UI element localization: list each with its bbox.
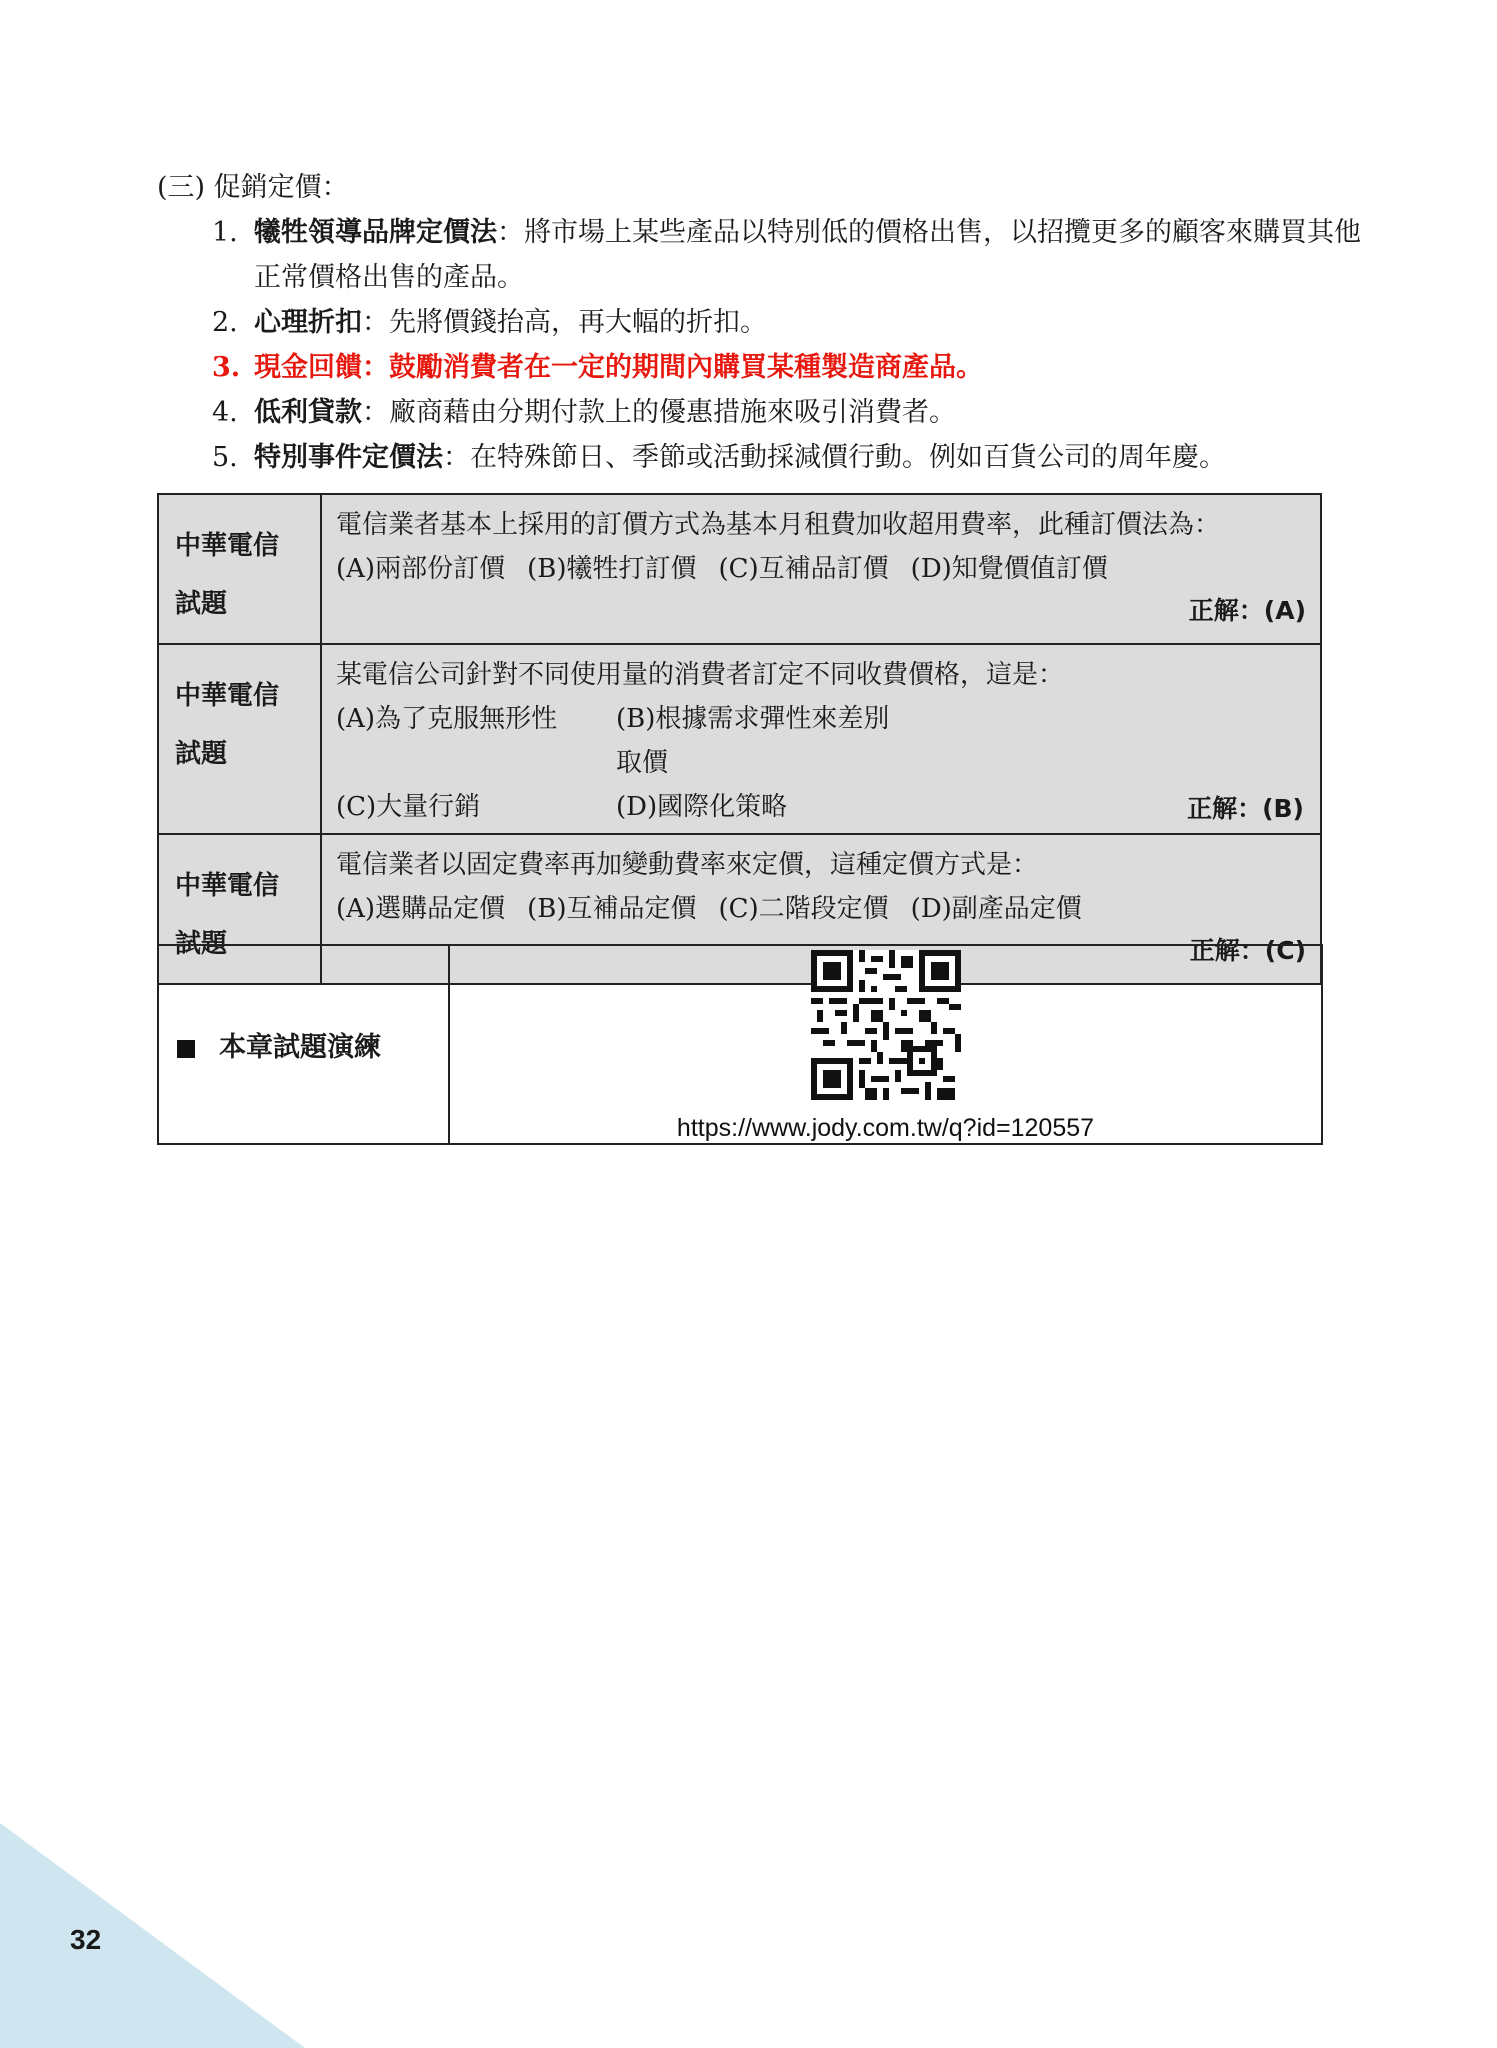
table-row [158, 945, 1322, 1144]
item-text: ：先將價錢抬高，再大幅的折扣。 [362, 307, 767, 338]
list-item [212, 300, 1362, 345]
item-text: ：鼓勵消費者在一定的期間內購買某種製造商產品。 [362, 352, 983, 383]
question-stem: 電信業者以固定費率再加變動費率來定價，這種定價方式是： [336, 850, 1039, 880]
question-cell [321, 494, 1321, 644]
item-text: ：廠商藉由分期付款上的優惠措施來吸引消費者。 [362, 397, 956, 428]
item-text: ：將市場上某些產品以特別低的價格出售，以招攬更多的顧客來購買其他正常價格出售的產品。 [254, 217, 1361, 293]
item-number: 3. [212, 352, 241, 383]
practice-label: 本章試題演練 [219, 1032, 381, 1063]
option: (C)互補品訂價 [718, 554, 889, 584]
list-item [212, 210, 1362, 300]
list-item [212, 435, 1362, 480]
square-bullet-icon [177, 1040, 195, 1058]
question-source-tag [158, 644, 321, 834]
answer-label: 正解：(B) [1187, 794, 1304, 823]
promo-pricing-list [212, 210, 1362, 480]
practice-url-link[interactable]: https://www.jody.com.tw/q?id=120557 [676, 1114, 1095, 1142]
tag-line: 中華電信 [175, 531, 280, 561]
option: (B)根據需求彈性來差別取價 [616, 704, 890, 778]
option: (D)副產品定價 [910, 894, 1082, 924]
item-term: 特別事件定價法 [254, 442, 443, 473]
item-term: 心理折扣 [254, 307, 362, 338]
item-number: 4. [212, 397, 238, 428]
answer-label: 正解：(C) [1189, 936, 1306, 965]
item-number: 2. [212, 307, 238, 338]
option: (D)知覺價值訂價 [910, 554, 1108, 584]
page-number: 32 [70, 1924, 102, 1955]
option: (B)互補品定價 [527, 894, 697, 924]
item-number: 5. [212, 442, 238, 473]
question-cell [321, 644, 1321, 834]
question-source-tag [158, 494, 321, 644]
option: (B)犧牲打訂價 [527, 554, 697, 584]
question-options [336, 547, 1306, 591]
question-options [336, 697, 1306, 829]
exam-questions-table [157, 493, 1322, 985]
item-term: 低利貸款 [254, 397, 362, 428]
option: (C)二階段定價 [718, 894, 889, 924]
tag-line: 試題 [175, 739, 228, 769]
item-term: 犧牲領導品牌定價法 [254, 217, 497, 248]
question-options [336, 887, 1306, 931]
answer-label: 正解：(A) [1188, 596, 1306, 625]
practice-label-cell [158, 945, 449, 1144]
list-item [212, 390, 1362, 435]
question-stem: 電信業者基本上採用的訂價方式為基本月租費加收超用費率，此種訂價法為： [336, 510, 1221, 540]
tag-line: 試題 [175, 589, 228, 619]
table-row [158, 494, 1321, 644]
option: (D)國際化策略 [616, 792, 788, 822]
corner-decoration [0, 1823, 305, 2048]
qr-cell [449, 945, 1322, 1144]
table-row [158, 644, 1321, 834]
list-item-highlighted [212, 345, 1362, 390]
item-number: 1. [212, 217, 238, 248]
tag-line: 中華電信 [175, 871, 280, 901]
item-text: ：在特殊節日、季節或活動採減價行動。例如百貨公司的周年慶。 [443, 442, 1226, 473]
option: (A)為了克服無形性 [336, 704, 558, 734]
qr-code-icon[interactable] [811, 950, 961, 1100]
section-heading: (三) 促銷定價： [157, 172, 349, 203]
chapter-practice-box [157, 944, 1323, 1145]
item-term: 現金回饋 [254, 352, 362, 383]
tag-line: 中華電信 [175, 681, 280, 711]
tag-line: 試題 [175, 929, 228, 959]
option: (A)選購品定價 [336, 894, 506, 924]
option: (A)兩部份訂價 [336, 554, 506, 584]
question-stem: 某電信公司針對不同使用量的消費者訂定不同收費價格，這是： [336, 660, 1065, 690]
option: (C)大量行銷 [336, 792, 481, 822]
